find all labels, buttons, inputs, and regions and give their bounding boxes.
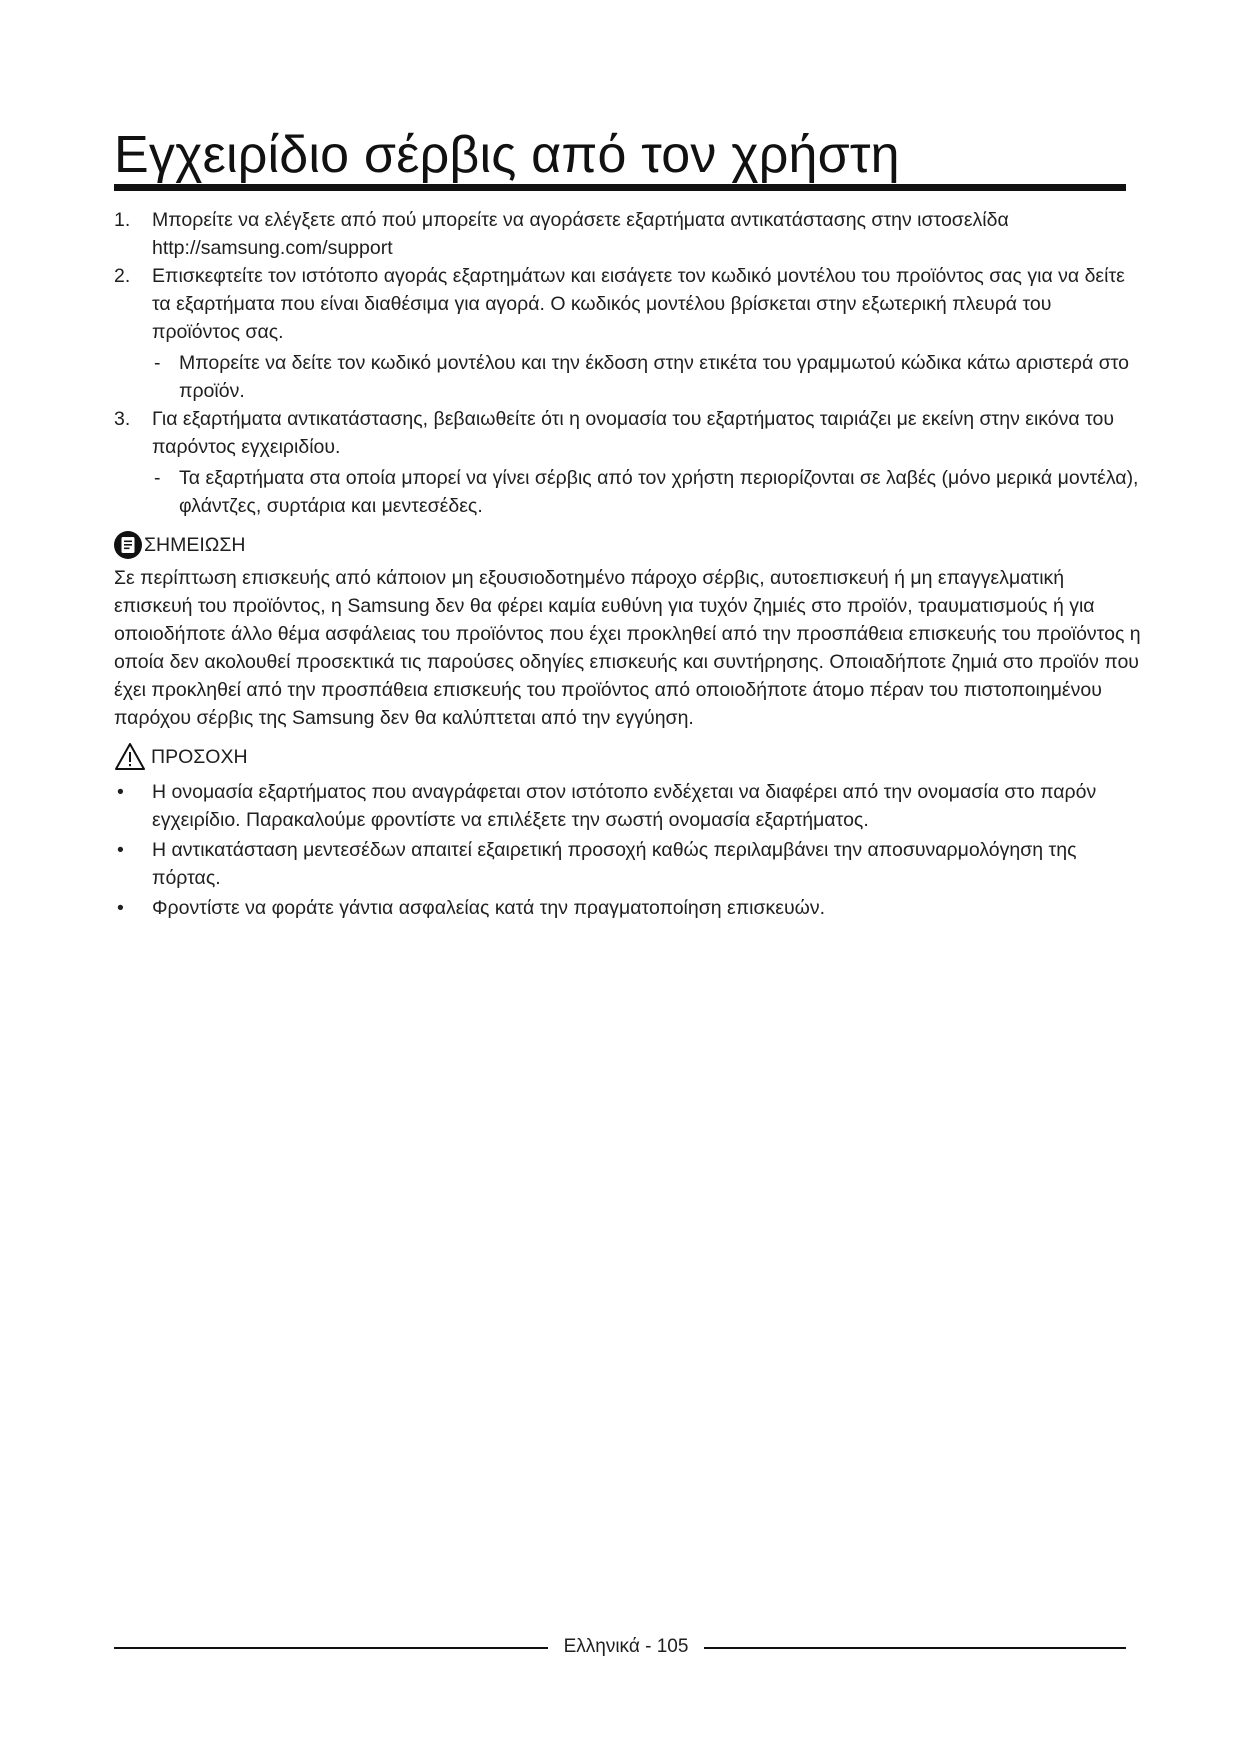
step-number: 2. (114, 265, 131, 287)
sub-item-text: Τα εξαρτήματα στα οποία μπορεί να γίνει σέρβις από τον χρήστη περιορίζονται σε λαβές (μόνο μερικά μοντέλα), φλάντζες, συρτάρια και μεντεσέδες. (179, 467, 1139, 517)
step-number: 3. (114, 408, 131, 430)
title-rule (114, 184, 1126, 191)
caution-label: ΠΡΟΣΟΧΗ (151, 746, 248, 768)
list-item (114, 894, 1144, 922)
step-1 (114, 206, 1144, 262)
bullet-marker: • (117, 897, 124, 919)
step-sub-item (114, 464, 1144, 520)
list-item-text: Η αντικατάσταση μεντεσέδων απαιτεί εξαιρετική προσοχή καθώς περιλαμβάνει την αποσυναρμολόγηση της πόρτας. (152, 839, 1077, 889)
step-2 (114, 262, 1144, 405)
step-number: 1. (114, 209, 131, 231)
list-item (114, 836, 1144, 892)
step-sub-item (114, 349, 1144, 405)
warning-triangle-icon (114, 742, 146, 772)
note-heading (114, 528, 1144, 562)
bullet-marker: • (117, 839, 124, 861)
step-3 (114, 405, 1144, 520)
footer-rule-right (704, 1647, 1126, 1649)
note-icon (114, 531, 142, 559)
list-item-text: Η ονομασία εξαρτήματος που αναγράφεται στον ιστότοπο ενδέχεται να διαφέρει από την ονομασία στο παρόν εγχειρίδιο. Παρακαλούμε φροντίστε να επιλέξετε την σωστή ονομασία εξαρτήματος. (152, 781, 1097, 831)
dash-marker: - (154, 352, 161, 374)
caution-heading (114, 740, 1144, 774)
footer-rule-left (114, 1647, 548, 1649)
list-item (114, 778, 1144, 834)
bullet-marker: • (117, 781, 124, 803)
support-link[interactable]: http://samsung.com/support (152, 237, 393, 259)
caution-list (114, 778, 1144, 922)
content (114, 206, 1144, 922)
note-text: Σε περίπτωση επισκευής από κάποιον μη εξουσιοδοτημένο πάροχο σέρβις, αυτοεπισκευή ή μη επαγγελματική επισκευή του προϊόντος, η Samsung δεν θα φέρει καμία ευθύνη για τυχόν ζημιές στο προϊόν, τραυματισμούς ή για οποιοδήποτε άλλο θέμα ασφάλειας του προϊόντος που έχει προκληθεί από την προσπάθεια επισκευής του προϊόντος η οποία δεν ακολουθεί προσεκτικά τις παρούσες οδηγίες επισκευής και συντήρησης. Οποιαδήποτε ζημιά στο προϊόν που έχει προκληθεί από την προσπάθεια επισκευής του προϊόντος από οποιοδήποτε άτομο πέραν του πιστοποιημένου παρόχου σέρβις της Samsung δεν θα καλύπτεται από την εγγύηση. (114, 567, 1141, 729)
page-number: Ελληνικά - 105 (563, 1636, 689, 1657)
step-text: Επισκεφτείτε τον ιστότοπο αγοράς εξαρτημάτων και εισάγετε τον κωδικό μοντέλου του προϊόντος σας για να δείτε τα εξαρτήματα που είναι διαθέσιμα για αγορά. Ο κωδικός μοντέλου βρίσκεται στην εξωτερική πλευρά του προϊόντος σας. (152, 265, 1125, 343)
page-title: Εγχειρίδιο σέρβις από τον χρήστη (114, 126, 900, 184)
step-text: Μπορείτε να ελέγξετε από πού μπορείτε να αγοράσετε εξαρτήματα αντικατάστασης στην ιστοσελίδα (152, 209, 1009, 231)
note-label: ΣΗΜΕΙΩΣΗ (144, 534, 246, 556)
list-item-text: Φροντίστε να φοράτε γάντια ασφαλείας κατά την πραγματοποίηση επισκευών. (152, 897, 826, 919)
step-text: Για εξαρτήματα αντικατάστασης, βεβαιωθείτε ότι η ονομασία του εξαρτήματος ταιριάζει με εκείνη στην εικόνα του παρόντος εγχειριδίου. (152, 408, 1115, 458)
sub-item-text: Μπορείτε να δείτε τον κωδικό μοντέλου και την έκδοση στην ετικέτα του γραμμωτού κώδικα κάτω αριστερά στο προϊόν. (179, 352, 1130, 402)
dash-marker: - (154, 467, 161, 489)
